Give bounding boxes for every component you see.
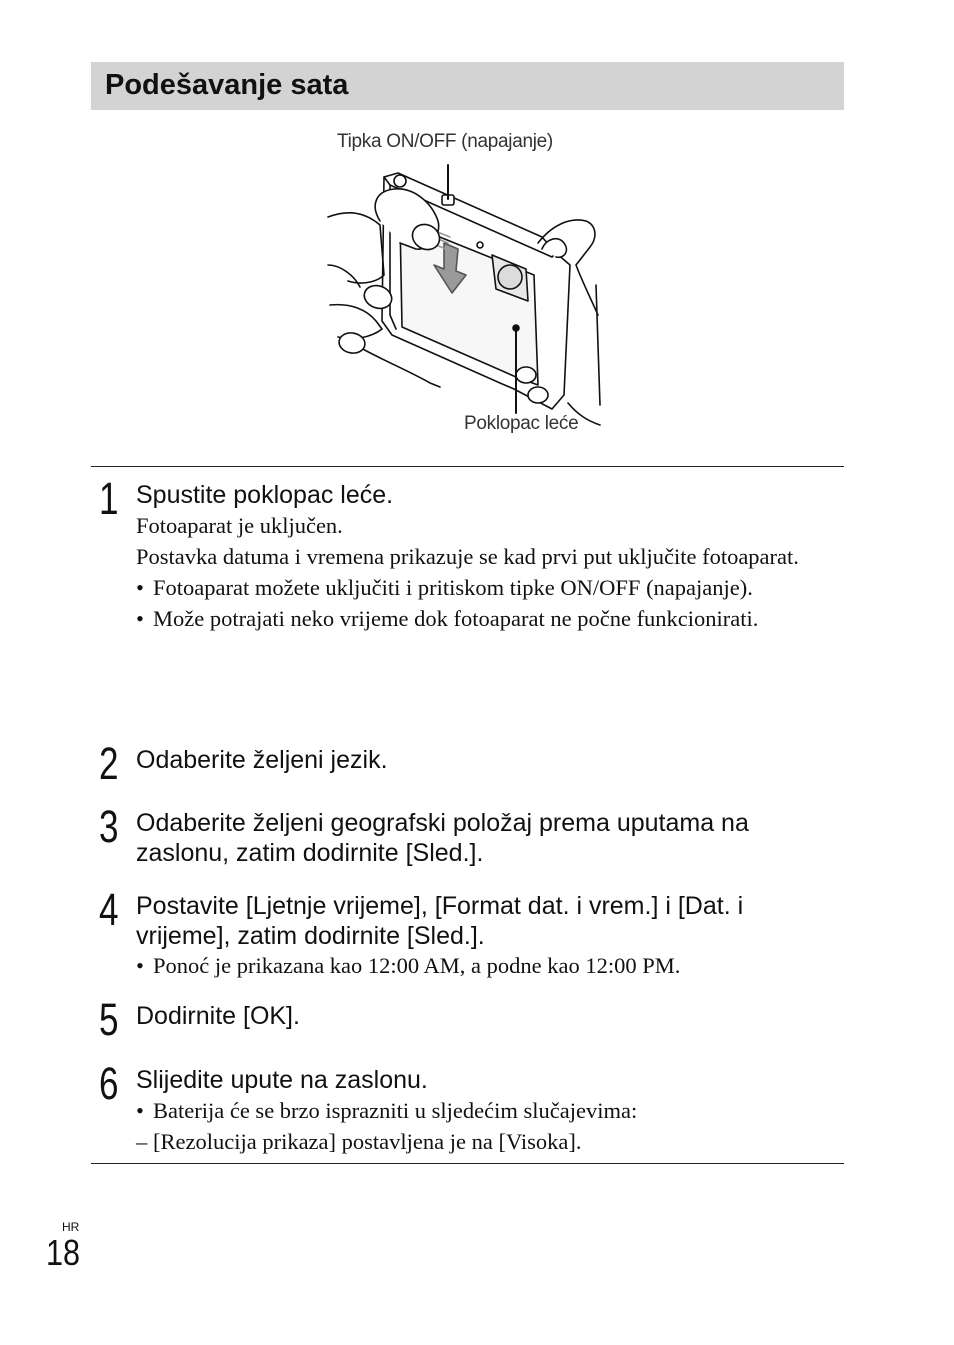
language-code: HR: [62, 1220, 80, 1234]
step-heading: Dodirnite [OK].: [136, 1002, 300, 1030]
step-body: [136, 510, 836, 634]
step-heading: Postavite [Ljetnje vrijeme], [Format dat. i vrem.] i [Dat. i vrijeme], zatim dodirnite [Sled.].: [136, 892, 744, 950]
bullet-item: • Ponoć je prikazana kao 12:00 AM, a podne kao 12:00 PM.: [136, 950, 836, 981]
bottom-divider: [91, 1163, 844, 1164]
step-heading: Spustite poklopac leće.: [136, 481, 394, 509]
step-number: 4: [99, 884, 119, 935]
page-number: 18: [46, 1232, 81, 1273]
dash-item: – [Rezolucija prikaza] postavljena je na [Visoka].: [136, 1126, 836, 1157]
step-number: 5: [99, 994, 119, 1045]
step-body: [136, 950, 836, 981]
top-divider: [91, 466, 844, 467]
lens-cover-callout: Poklopac leće: [464, 413, 579, 434]
step-body: [136, 1095, 836, 1157]
camera-illustration: [320, 125, 620, 445]
step-number: 6: [99, 1058, 119, 1109]
body-line: Postavka datuma i vremena prikazuje se kad prvi put uključite fotoaparat.: [136, 544, 799, 569]
step-number: 1: [99, 473, 119, 524]
section-header-bar: [91, 62, 844, 110]
bullet-item: • Može potrajati neko vrijeme dok fotoaparat ne počne funkcionirati.: [136, 603, 836, 634]
step-number: 3: [99, 801, 119, 852]
step-heading: Slijedite upute na zaslonu.: [136, 1066, 428, 1094]
body-line: Fotoaparat je uključen.: [136, 513, 343, 538]
section-title: Podešavanje sata: [105, 69, 349, 101]
step-heading: Odaberite željeni jezik.: [136, 746, 388, 774]
step-number: 2: [99, 738, 119, 789]
step-heading: Odaberite željeni geografski položaj prema uputama na zaslonu, zatim dodirnite [Sled.].: [136, 809, 749, 867]
bullet-item: • Fotoaparat možete uključiti i pritiskom tipke ON/OFF (napajanje).: [136, 572, 836, 603]
bullet-item: • Baterija će se brzo isprazniti u sljedećim slučajevima:: [136, 1095, 836, 1126]
power-button-callout: Tipka ON/OFF (napajanje): [337, 131, 553, 152]
